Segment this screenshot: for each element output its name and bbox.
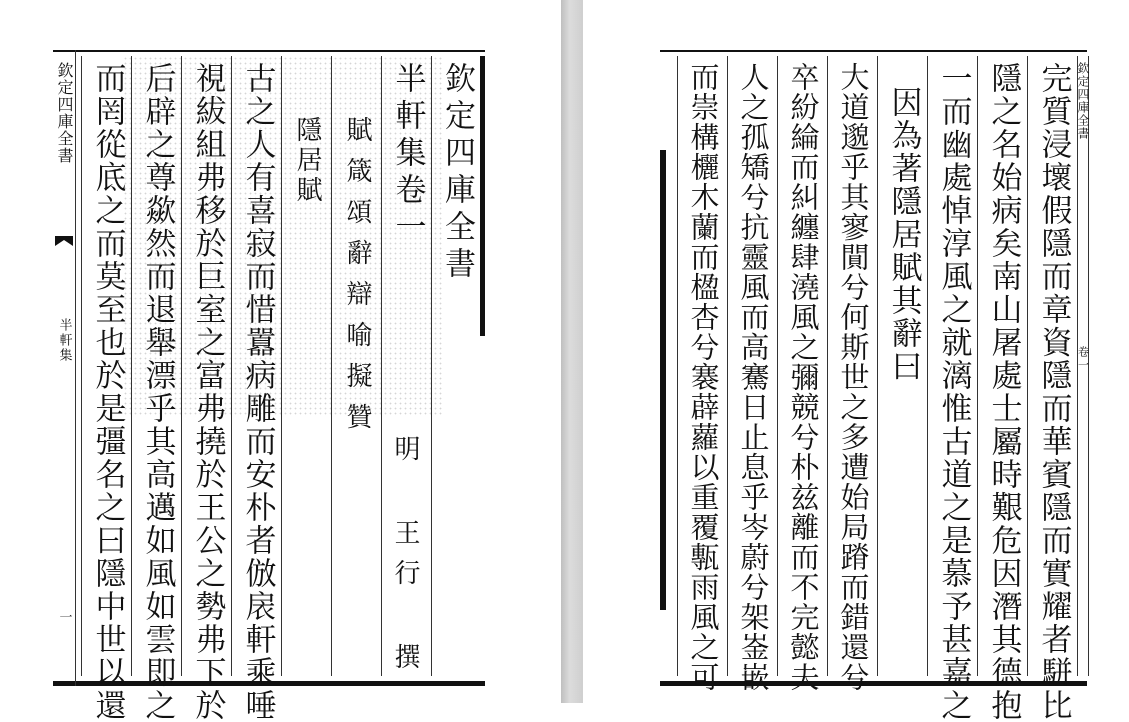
text-column bbox=[827, 56, 878, 692]
body-text: 古之人有喜寂而惜囂病雕而安朴者倣扆軒乘唾 bbox=[239, 62, 276, 722]
text-column bbox=[727, 56, 778, 692]
text-column bbox=[331, 56, 382, 676]
text-column bbox=[131, 56, 182, 722]
text-column bbox=[677, 56, 728, 692]
top-rule bbox=[53, 50, 485, 52]
piece-title: 隱居賦 bbox=[292, 116, 322, 206]
right-page-frame bbox=[660, 50, 1090, 722]
collection-title: 欽定四庫全書 bbox=[439, 62, 475, 284]
text-column bbox=[927, 56, 978, 722]
body-text: 卒紛綸而糾纏肆澆風之彌競兮朴兹離而不完懿夫 bbox=[786, 62, 821, 692]
body-text: 視紱組弗移於巨室之富弗撓於王公之勢弗下於 bbox=[189, 62, 226, 722]
text-column bbox=[777, 56, 828, 692]
margin-title: 欽定四庫全書 bbox=[55, 62, 74, 164]
body-text: 隱之名始病矣南山屠處士屬時艱危因潛其德抱 bbox=[985, 62, 1022, 722]
margin-column bbox=[53, 50, 76, 686]
margin-column bbox=[1077, 56, 1089, 676]
body-text: 而罔從底之而莫至也於是彊名之曰隱中世以還 bbox=[89, 62, 126, 722]
right-page bbox=[583, 0, 1129, 722]
bottom-rule bbox=[660, 681, 1087, 686]
page-gutter bbox=[561, 0, 583, 703]
body-text: 大道邈乎其寥閴兮何斯世之多遭始局蹐而錯還兮 bbox=[836, 62, 871, 692]
text-column bbox=[81, 56, 132, 722]
left-border-bar bbox=[660, 150, 666, 610]
left-page bbox=[0, 0, 561, 722]
text-column bbox=[1027, 56, 1078, 722]
text-column bbox=[877, 56, 928, 676]
text-column bbox=[977, 56, 1028, 722]
author-line: 明 王行 撰 bbox=[390, 435, 420, 683]
genre-list: 賦箴頌辭辯喻擬贊 bbox=[342, 116, 372, 444]
body-text: 而崇構欐木蘭而楹杏兮褰薜蘿以重覆甎雨風之可 bbox=[686, 62, 721, 692]
text-column bbox=[281, 56, 332, 676]
volume-title: 半軒集卷一 bbox=[389, 62, 426, 247]
text-column bbox=[431, 56, 481, 676]
fishtail-icon bbox=[55, 236, 73, 246]
body-text: 一而幽處悼淳風之就漓惟古道之是慕予甚嘉之 bbox=[935, 62, 972, 722]
top-rule bbox=[660, 50, 1087, 52]
text-column bbox=[181, 56, 232, 722]
body-text: 完質浸壞假隱而章資隱而華賓隱而實耀者駢比 bbox=[1035, 62, 1072, 722]
body-text: 因為著隱居賦其辭曰 bbox=[885, 86, 922, 383]
margin-title: 欽定四庫全書 bbox=[1076, 62, 1090, 140]
margin-page-number: 一 bbox=[56, 610, 72, 625]
left-page-frame bbox=[53, 50, 485, 722]
body-text: 后辟之尊歘然而退舉漂乎其高邁如風如雲即之 bbox=[139, 62, 176, 722]
text-column bbox=[231, 56, 282, 722]
margin-book-title: 半軒集 bbox=[56, 318, 72, 363]
margin-volume: 卷一 bbox=[1076, 346, 1090, 372]
body-text: 人之孤矯兮抗靈風而高騫日止息乎岑蔚兮架崟嵌 bbox=[736, 62, 771, 692]
